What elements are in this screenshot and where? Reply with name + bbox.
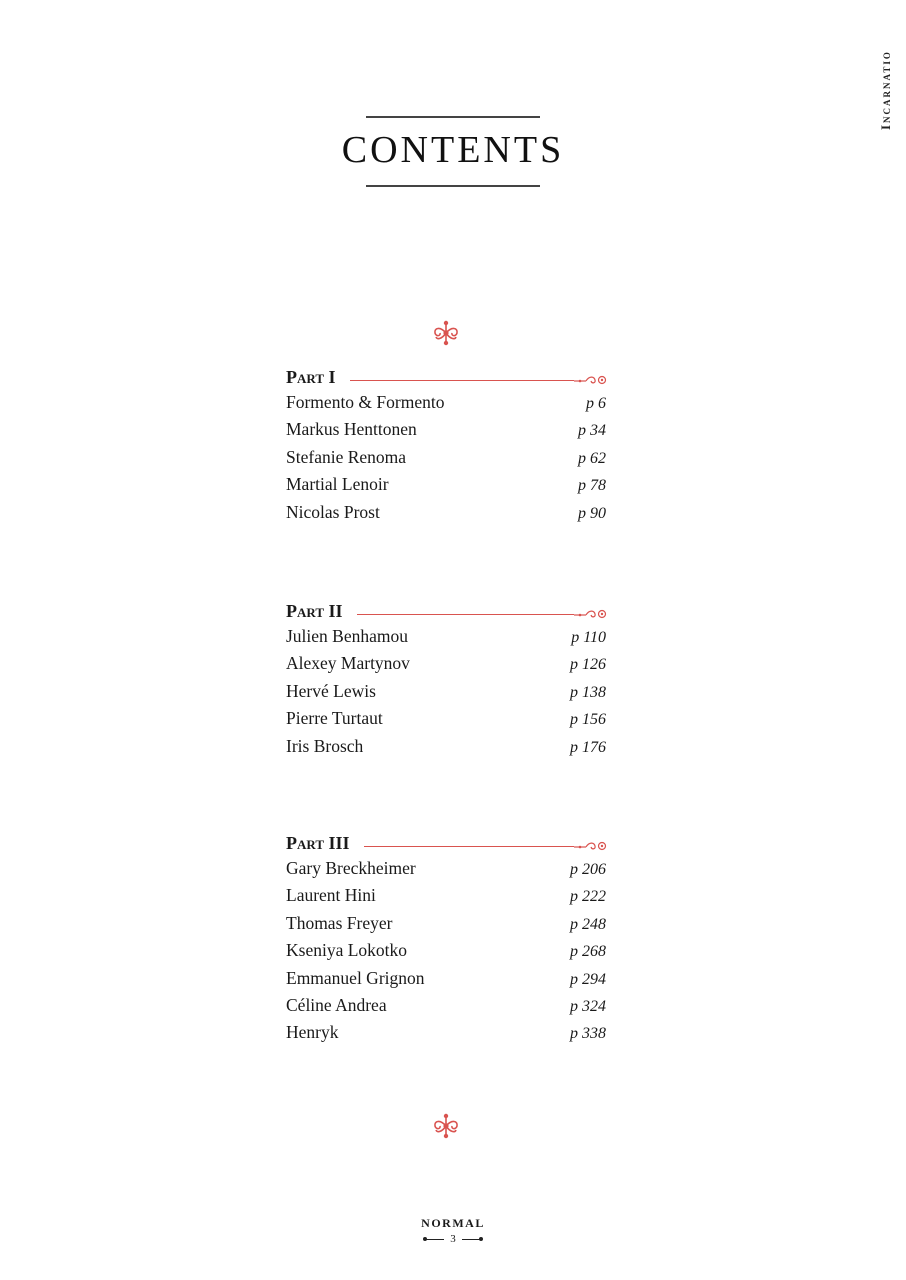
entry-page: p 62 [578,449,606,467]
toc-entry[interactable] [286,392,608,419]
entry-name: Gary Breckheimer [286,858,416,878]
toc-entry[interactable] [286,736,608,763]
toc-entry[interactable] [286,419,608,446]
scroll-flourish-icon [572,840,608,852]
entry-name: Kseniya Lokotko [286,940,408,961]
entry-name: Iris Brosch [286,735,364,756]
page-number-row [0,1233,906,1245]
toc-entry[interactable] [286,913,608,940]
entry-name: Stefanie Renoma [286,446,407,467]
page-header [0,116,906,187]
part-section-3 [286,830,608,1050]
entry-name: Julien Benhamou [286,626,408,646]
part-rule [364,840,609,852]
part-label: Part II [286,601,343,621]
entry-page: p 206 [570,861,606,878]
part-section-1 [286,364,608,529]
entry-name: Alexey Martynov [286,653,410,674]
entry-page: p 6 [586,395,606,412]
entry-name: Nicolas Prost [286,501,380,522]
side-running-title: Incarnatio [878,50,893,130]
toc-entry[interactable] [286,653,608,680]
title-rule-top [366,116,540,118]
toc-entry[interactable] [286,1022,608,1049]
entry-page: p 90 [578,504,606,522]
toc-entry[interactable] [286,681,608,708]
toc-entry[interactable] [286,708,608,735]
page-number-rule-right [462,1239,480,1240]
scroll-flourish-icon [572,608,608,620]
part-rule [350,374,609,386]
page-footer [0,1216,906,1245]
toc-entry[interactable] [286,447,608,474]
toc-entry[interactable] [286,995,608,1022]
toc-entry[interactable] [286,626,608,653]
entry-page: p 126 [570,656,606,674]
entry-page: p 34 [578,422,606,440]
entry-page: p 294 [570,970,606,988]
entry-name: Céline Andrea [286,994,387,1015]
entry-name: Laurent Hini [286,885,376,906]
flourish-ornament-icon [430,318,462,348]
entry-page: p 324 [570,997,606,1015]
entry-page: p 78 [578,477,606,495]
flourish-ornament-icon [430,1111,462,1141]
part-heading [286,830,608,852]
part-label: Part I [286,367,336,387]
part-label: Part III [286,833,350,853]
entry-name: Markus Henttonen [286,419,417,440]
part-section-2 [286,598,608,763]
page-number-rule-left [426,1239,444,1240]
toc-entry[interactable] [286,502,608,529]
entry-name: Formento & Formento [286,392,445,412]
entry-name: Henryk [286,1022,339,1043]
entry-name: Pierre Turtaut [286,708,383,729]
toc-entry[interactable] [286,858,608,885]
entry-name: Martial Lenoir [286,474,389,495]
page-number: 3 [450,1233,456,1245]
title-rule-bottom [366,185,540,187]
entry-name: Emmanuel Grignon [286,967,425,988]
entry-page: p 222 [570,888,606,906]
page-title: CONTENTS [341,129,565,171]
entry-name: Thomas Freyer [286,912,393,933]
toc-entry[interactable] [286,940,608,967]
publisher-name: NORMAL [421,1216,485,1230]
entry-page: p 268 [570,943,606,961]
toc-entry[interactable] [286,474,608,501]
entry-page: p 176 [570,738,606,756]
toc-entry[interactable] [286,885,608,912]
part-heading [286,598,608,620]
part-heading [286,364,608,386]
entry-page: p 138 [570,683,606,701]
entry-name: Hervé Lewis [286,680,376,701]
entry-page: p 338 [570,1025,606,1043]
entry-page: p 248 [570,915,606,933]
scroll-flourish-icon [572,374,608,386]
toc-entry[interactable] [286,968,608,995]
entry-page: p 156 [570,711,606,729]
entry-page: p 110 [571,629,606,646]
part-rule [357,608,609,620]
